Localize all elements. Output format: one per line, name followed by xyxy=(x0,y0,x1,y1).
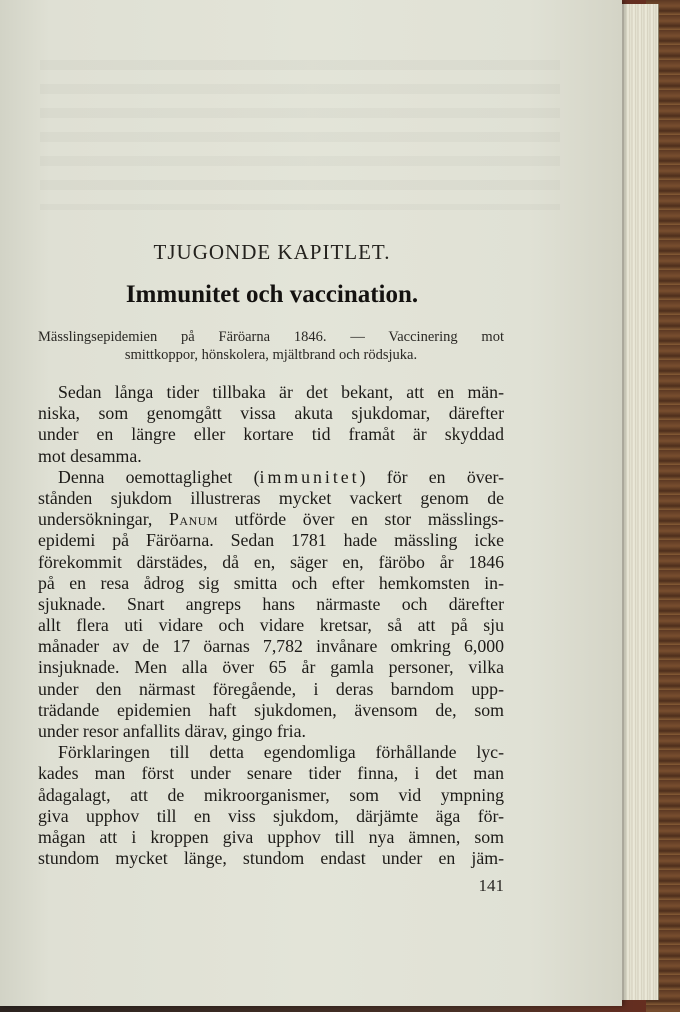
text-line: under en längre eller kortare tid framåt är skyddad xyxy=(38,424,504,445)
text-segment: Denna oemottaglighet ( xyxy=(58,466,260,487)
text-line xyxy=(38,467,504,488)
text-line xyxy=(38,509,504,530)
chapter-heading: TJUGONDE KAPITLET. xyxy=(153,240,391,264)
page-number: 141 xyxy=(478,876,504,895)
text-segment: undersökningar, xyxy=(38,509,170,530)
text-line: ådagalagt, att de mikroorganismer, som vid ympning xyxy=(38,784,504,805)
text-line: allt flera uti vidare och vidare kretsar, så att på sju xyxy=(38,615,504,636)
summary-line: Mässlingsepidemien på Färöarna 1846. — Vaccinering mot xyxy=(38,329,504,345)
author-name: Panum xyxy=(169,509,219,530)
text-line: månader av de 17 öarnas 7,782 invånare omkring 6,000 xyxy=(38,636,504,657)
body-text xyxy=(38,382,504,869)
text-line: under den närmast föregående, i deras barndom upp- xyxy=(38,678,504,699)
text-line: på en resa ådrog sig smitta och efter hemkomsten in- xyxy=(38,572,504,593)
text-line: mågan att i kroppen giva upphov till nya ämnen, som xyxy=(38,826,504,847)
show-through-text xyxy=(40,60,560,210)
text-line: trädande epidemien haft sjukdomen, ävensom de, som xyxy=(38,699,504,720)
text-segment: utförde över en stor mässlings- xyxy=(218,509,504,530)
text-line: under resor anfallits därav, gingo fria. xyxy=(38,721,306,741)
text-line: Sedan långa tider tillbaka är det bekant, att en män- xyxy=(58,382,504,402)
text-line: stånden sjukdom illustreras mycket vackert genom de xyxy=(38,487,504,508)
emphasized-term: immunitet xyxy=(259,466,360,487)
chapter-summary xyxy=(38,328,504,364)
text-line: sjuknade. Snart angreps hans närmaste och därefter xyxy=(38,593,504,614)
text-line: mot desamma. xyxy=(38,445,142,466)
text-line: niska, som genomgått vissa akuta sjukdomar, därefter xyxy=(38,403,504,424)
text-segment: ) för en över- xyxy=(359,466,504,487)
chapter-title: Immunitet och vaccination. xyxy=(125,281,419,308)
text-line: insjuknade. Men alla över 65 år gamla personer, vilka xyxy=(38,657,504,678)
text-line: förekommit därstädes, då en, säger en, färöbo år 1846 xyxy=(38,551,504,572)
text-line: epidemi på Färöarna. Sedan 1781 hade mässling icke xyxy=(38,530,504,551)
text-line: kades man först under senare tider finna, i det man xyxy=(38,763,504,784)
summary-line: smittkoppor, hönskolera, mjältbrand och rödsjuka. xyxy=(124,347,418,363)
text-line: stundom mycket länge, stundom endast under en jäm- xyxy=(38,848,504,869)
text-line: Förklaringen till detta egendomliga förhållande lyc- xyxy=(58,742,504,763)
text-line: giva upphov till en viss sjukdom, därjämte äga för- xyxy=(38,805,504,826)
